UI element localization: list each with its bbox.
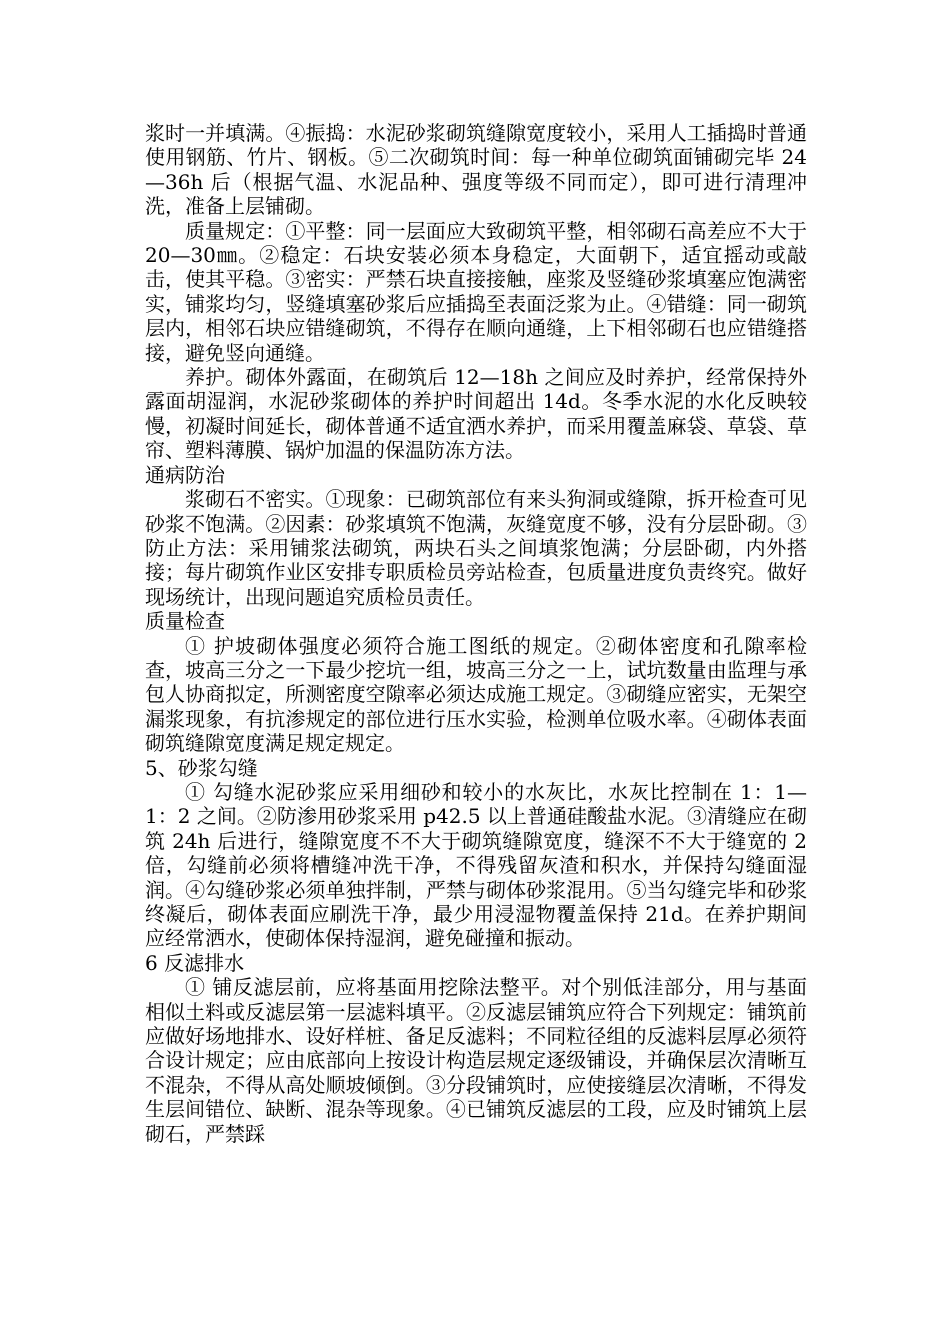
paragraph-mortar-pointing: ① 勾缝水泥砂浆应采用细砂和较小的水灰比，水灰比控制在 1：1—1：2 之间。②防渗用砂浆采用 p42.5 以上普通硅酸盐水泥。③清缝应在砌筑 24h 后进行，缝隙宽度不不大于砌筑缝隙宽度，缝深不不大于缝宽的 2 倍，勾缝前必须将槽缝冲洗干净，不得残留灰渣和积水，并保持勾缝面湿润。④勾缝砂浆必须单独拌制，严禁与砌体砂浆混用。⑤当勾缝完毕和砂浆终凝后，砌体表面应刷洗干净，最少用浸湿物覆盖保持 21d。在养护期间应经常洒水，使砌体保持湿润，避免碰撞和振动。 (145, 779, 807, 951)
paragraph-quality-inspection: ① 护坡砌体强度必须符合施工图纸的规定。②砌体密度和孔隙率检查，坡高三分之一下最少挖坑一组，坡高三分之一上，试坑数量由监理与承包人协商拟定，所测密度空隙率必须达成施工规定。③砌缝应密实，无架空漏浆现象，有抗渗规定的部位进行压水实验，检测单位吸水率。④砌体表面砌筑缝隙宽度满足规定规定。 (145, 633, 807, 756)
paragraph-quality-requirements: 质量规定：①平整：同一层面应大致砌筑平整，相邻砌石高差应不大于 20—30㎜。②稳定：石块安装必须本身稳定，大面朝下，适宜摇动或敲击，使其平稳。③密实：严禁石块直接接触，座浆及竖缝砂浆填塞应饱满密实，铺浆均匀，竖缝填塞砂浆后应插捣至表面泛浆为止。④错缝：同一砌筑层内，相邻石块应错缝砌筑，不得存在顺向通缝，上下相邻砌石也应错缝搭接，避免竖向通缝。 (145, 218, 807, 365)
document-page (145, 121, 807, 1146)
paragraph-defect-prevention: 浆砌石不密实。①现象：已砌筑部位有来头狗洞或缝隙，拆开检查可见砂浆不饱满。②因素：砂浆填筑不饱满，灰缝宽度不够，没有分层卧砌。③防止方法：采用铺浆法砌筑，两块石头之间填浆饱满；分层卧砌，内外搭接；每片砌筑作业区安排专职质检员旁站检查，包质量进度负责终究。做好现场统计，出现问题追究质检员责任。 (145, 487, 807, 609)
paragraph-filter-drainage: ① 铺反滤层前，应将基面用挖除法整平。对个别低洼部分，用与基面相似土料或反滤层第一层滤料填平。②反滤层铺筑应符合下列规定：铺筑前应做好场地排水、设好样桩、备足反滤料；不同粒径组的反滤料层厚必须符合设计规定；应由底部向上按设计构造层规定逐级铺设，并确保层次清晰互不混杂，不得从高处顺坡倾倒。③分段铺筑时，应使接缝层次清晰，不得发生层间错位、缺断、混杂等现象。④已铺筑反滤层的工段，应及时铺筑上层砌石，严禁踩 (145, 975, 807, 1146)
section-heading-mortar-pointing: 5、砂浆勾缝 (145, 755, 258, 780)
section-heading-filter-drainage: 6 反滤排水 (145, 950, 245, 975)
paragraph-masonry-continued: 浆时一并填满。④振捣：水泥砂浆砌筑缝隙宽度较小，采用人工插捣时普通使用钢筋、竹片、钢板。⑤二次砌筑时间：每一种单位砌筑面铺砌完毕 24—36h 后（根据气温、水泥品种、强度等级不同而定），即可进行清理冲洗，准备上层铺砌。 (145, 121, 807, 219)
section-heading-quality-inspection: 质量检查 (145, 609, 225, 634)
paragraph-curing: 养护。砌体外露面，在砌筑后 12—18h 之间应及时养护，经常保持外露面胡湿润，水泥砂浆砌体的养护时间超出 14d。冬季水泥的水化反映较慢，初凝时间延长，砌体普通不适宜洒水养护，而采用覆盖麻袋、草袋、草帘、塑料薄膜、锅炉加温的保温防冻方法。 (145, 365, 807, 463)
section-heading-defect-prevention: 通病防治 (145, 462, 225, 487)
